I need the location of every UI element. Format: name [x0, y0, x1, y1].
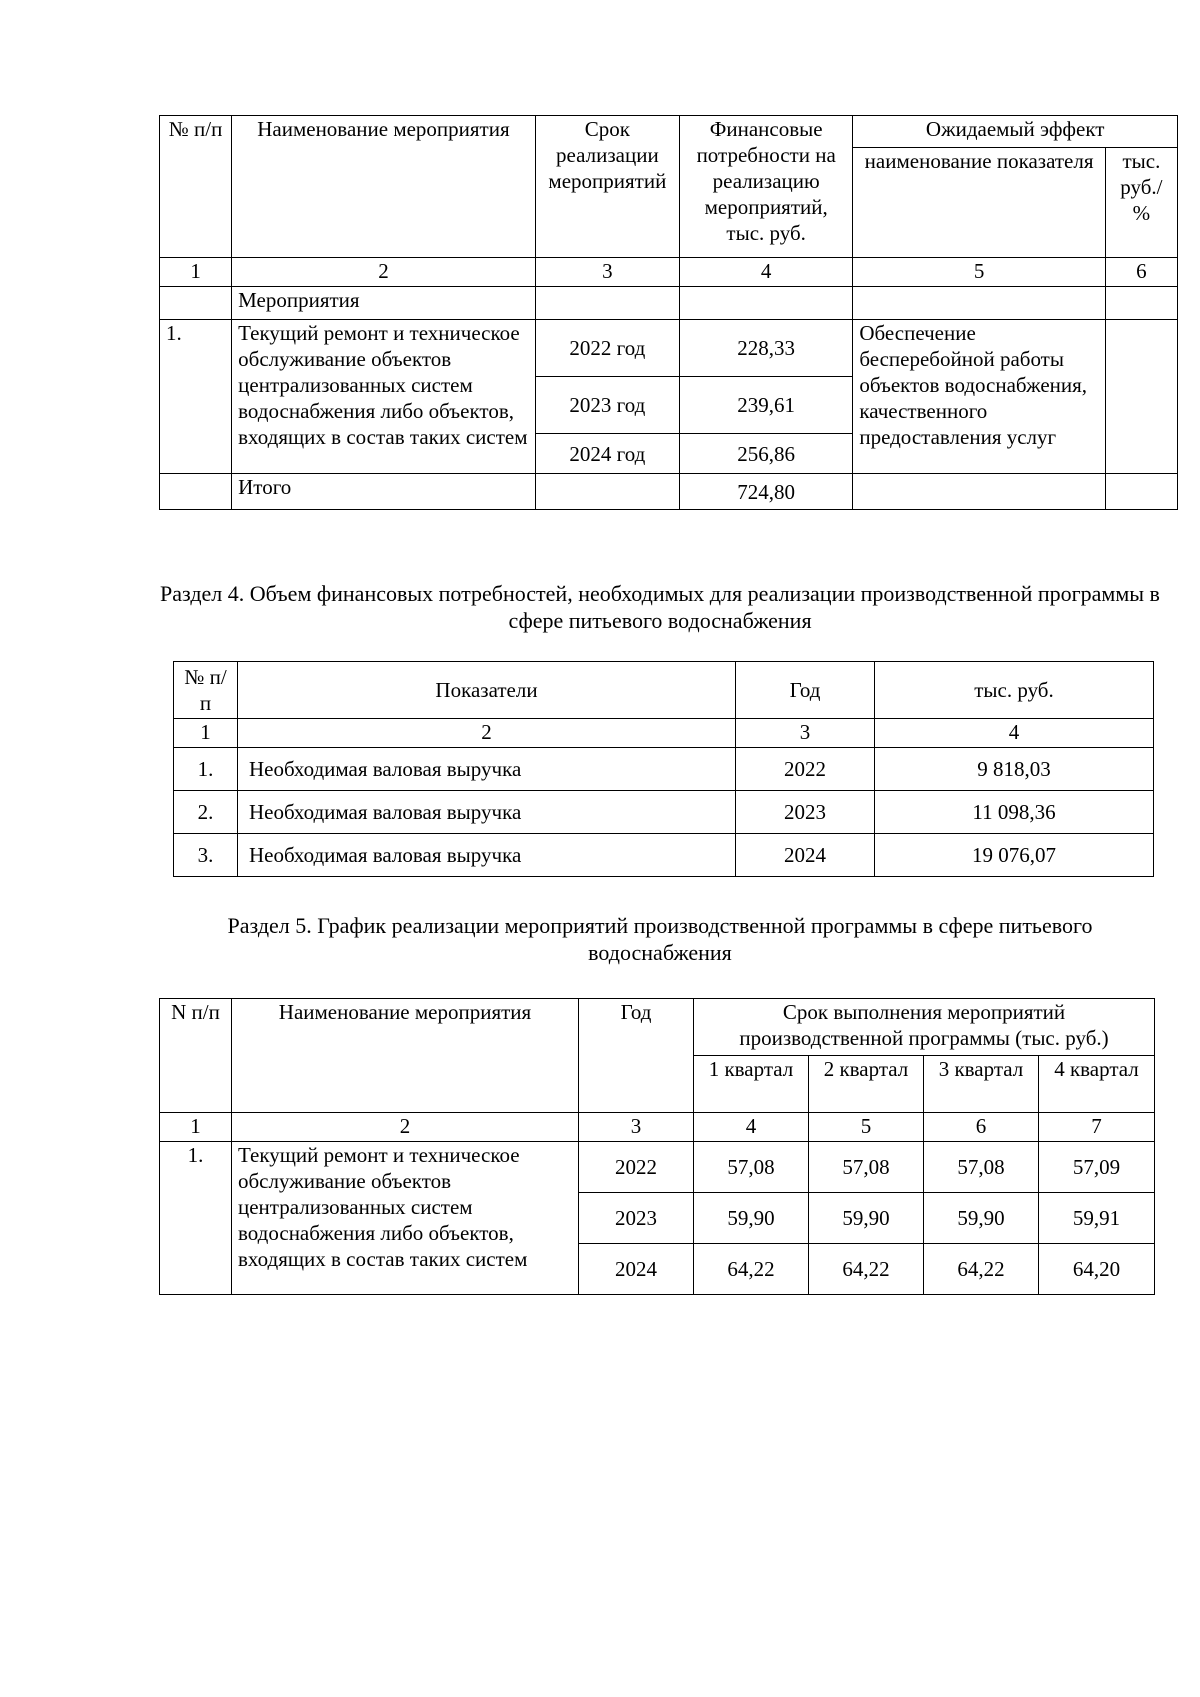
revenue-table [173, 661, 1154, 877]
row-name: Текущий ремонт и техническое обслуживание объектов централизованных систем водоснабжения либо объектов, входящих в состав таких систем [232, 1142, 579, 1295]
header-num: № п/п [174, 662, 238, 719]
row-term: 2024 год [535, 434, 679, 474]
col-number: 6 [1105, 258, 1177, 287]
col-number: 4 [875, 719, 1154, 748]
quarter-value: 64,20 [1039, 1244, 1155, 1295]
quarter-value: 59,90 [924, 1193, 1039, 1244]
quarter-value: 57,08 [809, 1142, 924, 1193]
quarter-value: 59,90 [694, 1193, 809, 1244]
header-name: Наименование мероприятия [232, 999, 579, 1113]
header-quarter: 1 квартал [694, 1056, 809, 1113]
measures-table [159, 115, 1178, 510]
col-number: 3 [579, 1113, 694, 1142]
quarter-value: 57,08 [694, 1142, 809, 1193]
header-indicator: наименование показателя [853, 148, 1105, 258]
section5-title: Раздел 5. График реализации мероприятий производственной программы в сфере питьевого водоснабжения [227, 913, 1093, 965]
row-name: Текущий ремонт и техническое обслуживание объектов централизованных систем водоснабжения либо объектов, входящих в состав таких систем [232, 320, 536, 474]
table-row-name: Необходимая валовая выручка [238, 834, 736, 877]
table-row-year: 2023 [736, 791, 875, 834]
row-num: 1. [160, 320, 232, 474]
col-number: 7 [1039, 1113, 1155, 1142]
col-number: 2 [232, 1113, 579, 1142]
col-number: 1 [174, 719, 238, 748]
col-number: 3 [535, 258, 679, 287]
quarter-value: 59,90 [809, 1193, 924, 1244]
header-quarter: 3 квартал [924, 1056, 1039, 1113]
header-quarter: 2 квартал [809, 1056, 924, 1113]
quarter-value: 57,09 [1039, 1142, 1155, 1193]
schedule-table [159, 998, 1155, 1295]
table-row-year: 2024 [736, 834, 875, 877]
table-row-num: 2. [174, 791, 238, 834]
table-row-amount: 9 818,03 [875, 748, 1154, 791]
header-amount: тыс. руб. [875, 662, 1154, 719]
row-num: 1. [160, 1142, 232, 1295]
row-term: 2023 год [535, 377, 679, 434]
row-year: 2024 [579, 1244, 694, 1295]
quarter-value: 57,08 [924, 1142, 1039, 1193]
table-row-amount: 19 076,07 [875, 834, 1154, 877]
quarter-value: 64,22 [809, 1244, 924, 1295]
table-row-name: Необходимая валовая выручка [238, 748, 736, 791]
col-number: 1 [160, 258, 232, 287]
header-year: Год [736, 662, 875, 719]
table-row-num: 1. [174, 748, 238, 791]
total-value: 724,80 [680, 474, 853, 510]
col-number: 5 [809, 1113, 924, 1142]
col-number: 2 [232, 258, 536, 287]
header-schedule: Срок выполнения мероприятий производственной программы (тыс. руб.) [694, 999, 1155, 1056]
section4-title: Раздел 4. Объем финансовых потребностей, необходимых для реализации производственной программы в сфере питьевого водоснабжения [160, 581, 1160, 633]
col-number: 3 [736, 719, 875, 748]
header-units: тыс. руб./ % [1105, 148, 1177, 258]
row-effect: Обеспечение бесперебойной работы объектов водоснабжения, качественного предоставления услуг [853, 320, 1105, 474]
header-term: Срок реализации мероприятий [535, 116, 679, 258]
header-finance: Финансовые потребности на реализацию мероприятий, тыс. руб. [680, 116, 853, 258]
quarter-value: 64,22 [924, 1244, 1039, 1295]
table-row-amount: 11 098,36 [875, 791, 1154, 834]
header-num: № п/п [160, 116, 232, 258]
col-number: 4 [680, 258, 853, 287]
row-amount: 228,33 [680, 320, 853, 377]
quarter-value: 59,91 [1039, 1193, 1155, 1244]
total-label: Итого [232, 474, 536, 510]
col-number: 1 [160, 1113, 232, 1142]
quarter-value: 64,22 [694, 1244, 809, 1295]
header-quarter: 4 квартал [1039, 1056, 1155, 1113]
header-num: N п/п [160, 999, 232, 1113]
header-name: Наименование мероприятия [232, 116, 536, 258]
col-number: 2 [238, 719, 736, 748]
table-row-year: 2022 [736, 748, 875, 791]
table-row-num: 3. [174, 834, 238, 877]
header-effect: Ожидаемый эффект [853, 116, 1178, 148]
row-term: 2022 год [535, 320, 679, 377]
col-number: 4 [694, 1113, 809, 1142]
col-number: 6 [924, 1113, 1039, 1142]
header-indicators: Показатели [238, 662, 736, 719]
row-year: 2023 [579, 1193, 694, 1244]
col-number: 5 [853, 258, 1105, 287]
section-label: Мероприятия [232, 287, 536, 320]
row-amount: 256,86 [680, 434, 853, 474]
row-amount: 239,61 [680, 377, 853, 434]
header-year: Год [579, 999, 694, 1113]
table-row-name: Необходимая валовая выручка [238, 791, 736, 834]
row-year: 2022 [579, 1142, 694, 1193]
